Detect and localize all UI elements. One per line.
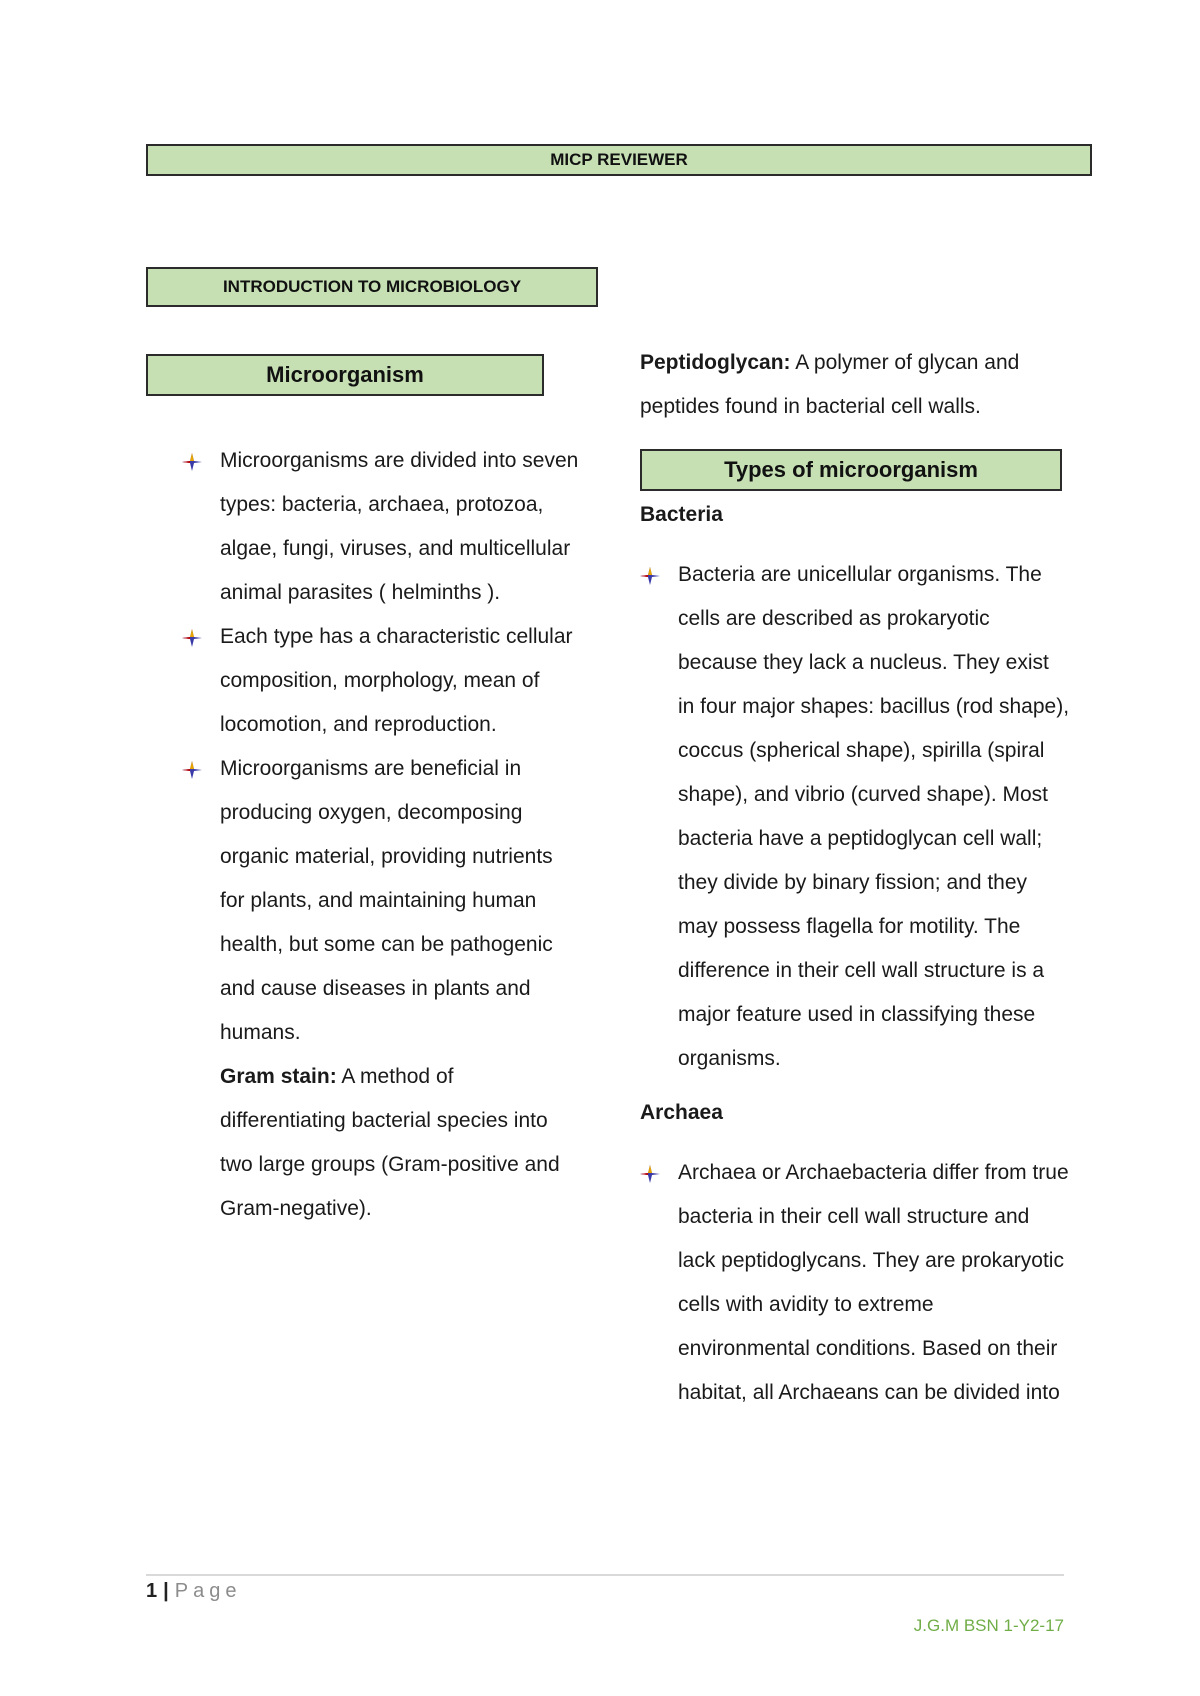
four-point-star-icon <box>182 629 202 647</box>
gram-stain-definition <box>182 1055 582 1231</box>
list-item <box>182 747 582 1055</box>
gram-stain-term: Gram stain: <box>220 1065 337 1088</box>
footer-author: J.G.M BSN 1-Y2-17 <box>913 1616 1064 1635</box>
document-title: MICP REVIEWER <box>146 144 1092 176</box>
bacteria-title: Bacteria <box>640 503 723 526</box>
footer-divider <box>146 1574 1064 1576</box>
four-point-star-icon <box>182 453 202 471</box>
page-number-separator: | <box>163 1580 169 1602</box>
gram-stain-text: A method of differentiating bacterial species into two large groups (Gram-positive and Gram-negative). <box>220 1065 560 1220</box>
four-point-star-icon <box>640 567 660 585</box>
section-title: INTRODUCTION TO MICROBIOLOGY <box>146 267 598 307</box>
archaea-bullet-list <box>640 1151 1070 1415</box>
bacteria-bullet-list <box>640 553 1070 1081</box>
microorganism-bullet-list <box>182 439 582 1055</box>
page-number <box>146 1580 241 1603</box>
four-point-star-icon <box>640 1165 660 1183</box>
bullet-text: Archaea or Archaebacteria differ from true bacteria in their cell wall structure and lack peptidoglycans. They are prokaryotic cells with avidity to extreme environmental conditions. Based on their habitat, all Archaeans can be divided into <box>678 1161 1069 1404</box>
bullet-text: Microorganisms are beneficial in producing oxygen, decomposing organic material, providing nutrients for plants, and maintaining human health, but some can be pathogenic and cause diseases in plants and humans. <box>220 757 553 1044</box>
list-item <box>640 1151 1070 1415</box>
peptidoglycan-definition <box>640 341 1070 429</box>
list-item <box>182 615 582 747</box>
left-column <box>182 439 582 1231</box>
four-point-star-icon <box>182 761 202 779</box>
bullet-text: Bacteria are unicellular organisms. The cells are described as prokaryotic because they lack a nucleus. They exist in four major shapes: bacillus (rod shape), coccus (spherical shape), spirilla (spiral shape), and vibrio (curved shape). Most bacteria have a peptidoglycan cell wall; they divide by binary fission; and they may possess flagella for motility. The difference in their cell wall structure is a major feature used in classifying these organisms. <box>678 563 1070 1070</box>
bullet-text: Microorganisms are divided into seven types: bacteria, archaea, protozoa, algae, fungi, viruses, and multicellular animal parasites ( helminths ). <box>220 449 579 604</box>
archaea-title: Archaea <box>640 1101 723 1124</box>
peptidoglycan-text: A polymer of glycan and peptides found in bacterial cell walls. <box>640 351 1020 418</box>
page-number-value: 1 <box>146 1580 158 1602</box>
types-of-microorganism-heading: Types of microorganism <box>640 449 1062 491</box>
bullet-text: Each type has a characteristic cellular composition, morphology, mean of locomotion, and reproduction. <box>220 625 573 736</box>
right-column <box>640 341 1070 1415</box>
microorganism-heading: Microorganism <box>146 354 544 396</box>
list-item <box>182 439 582 615</box>
list-item <box>640 553 1070 1081</box>
peptidoglycan-term: Peptidoglycan: <box>640 351 791 374</box>
page-label: Page <box>174 1580 242 1602</box>
